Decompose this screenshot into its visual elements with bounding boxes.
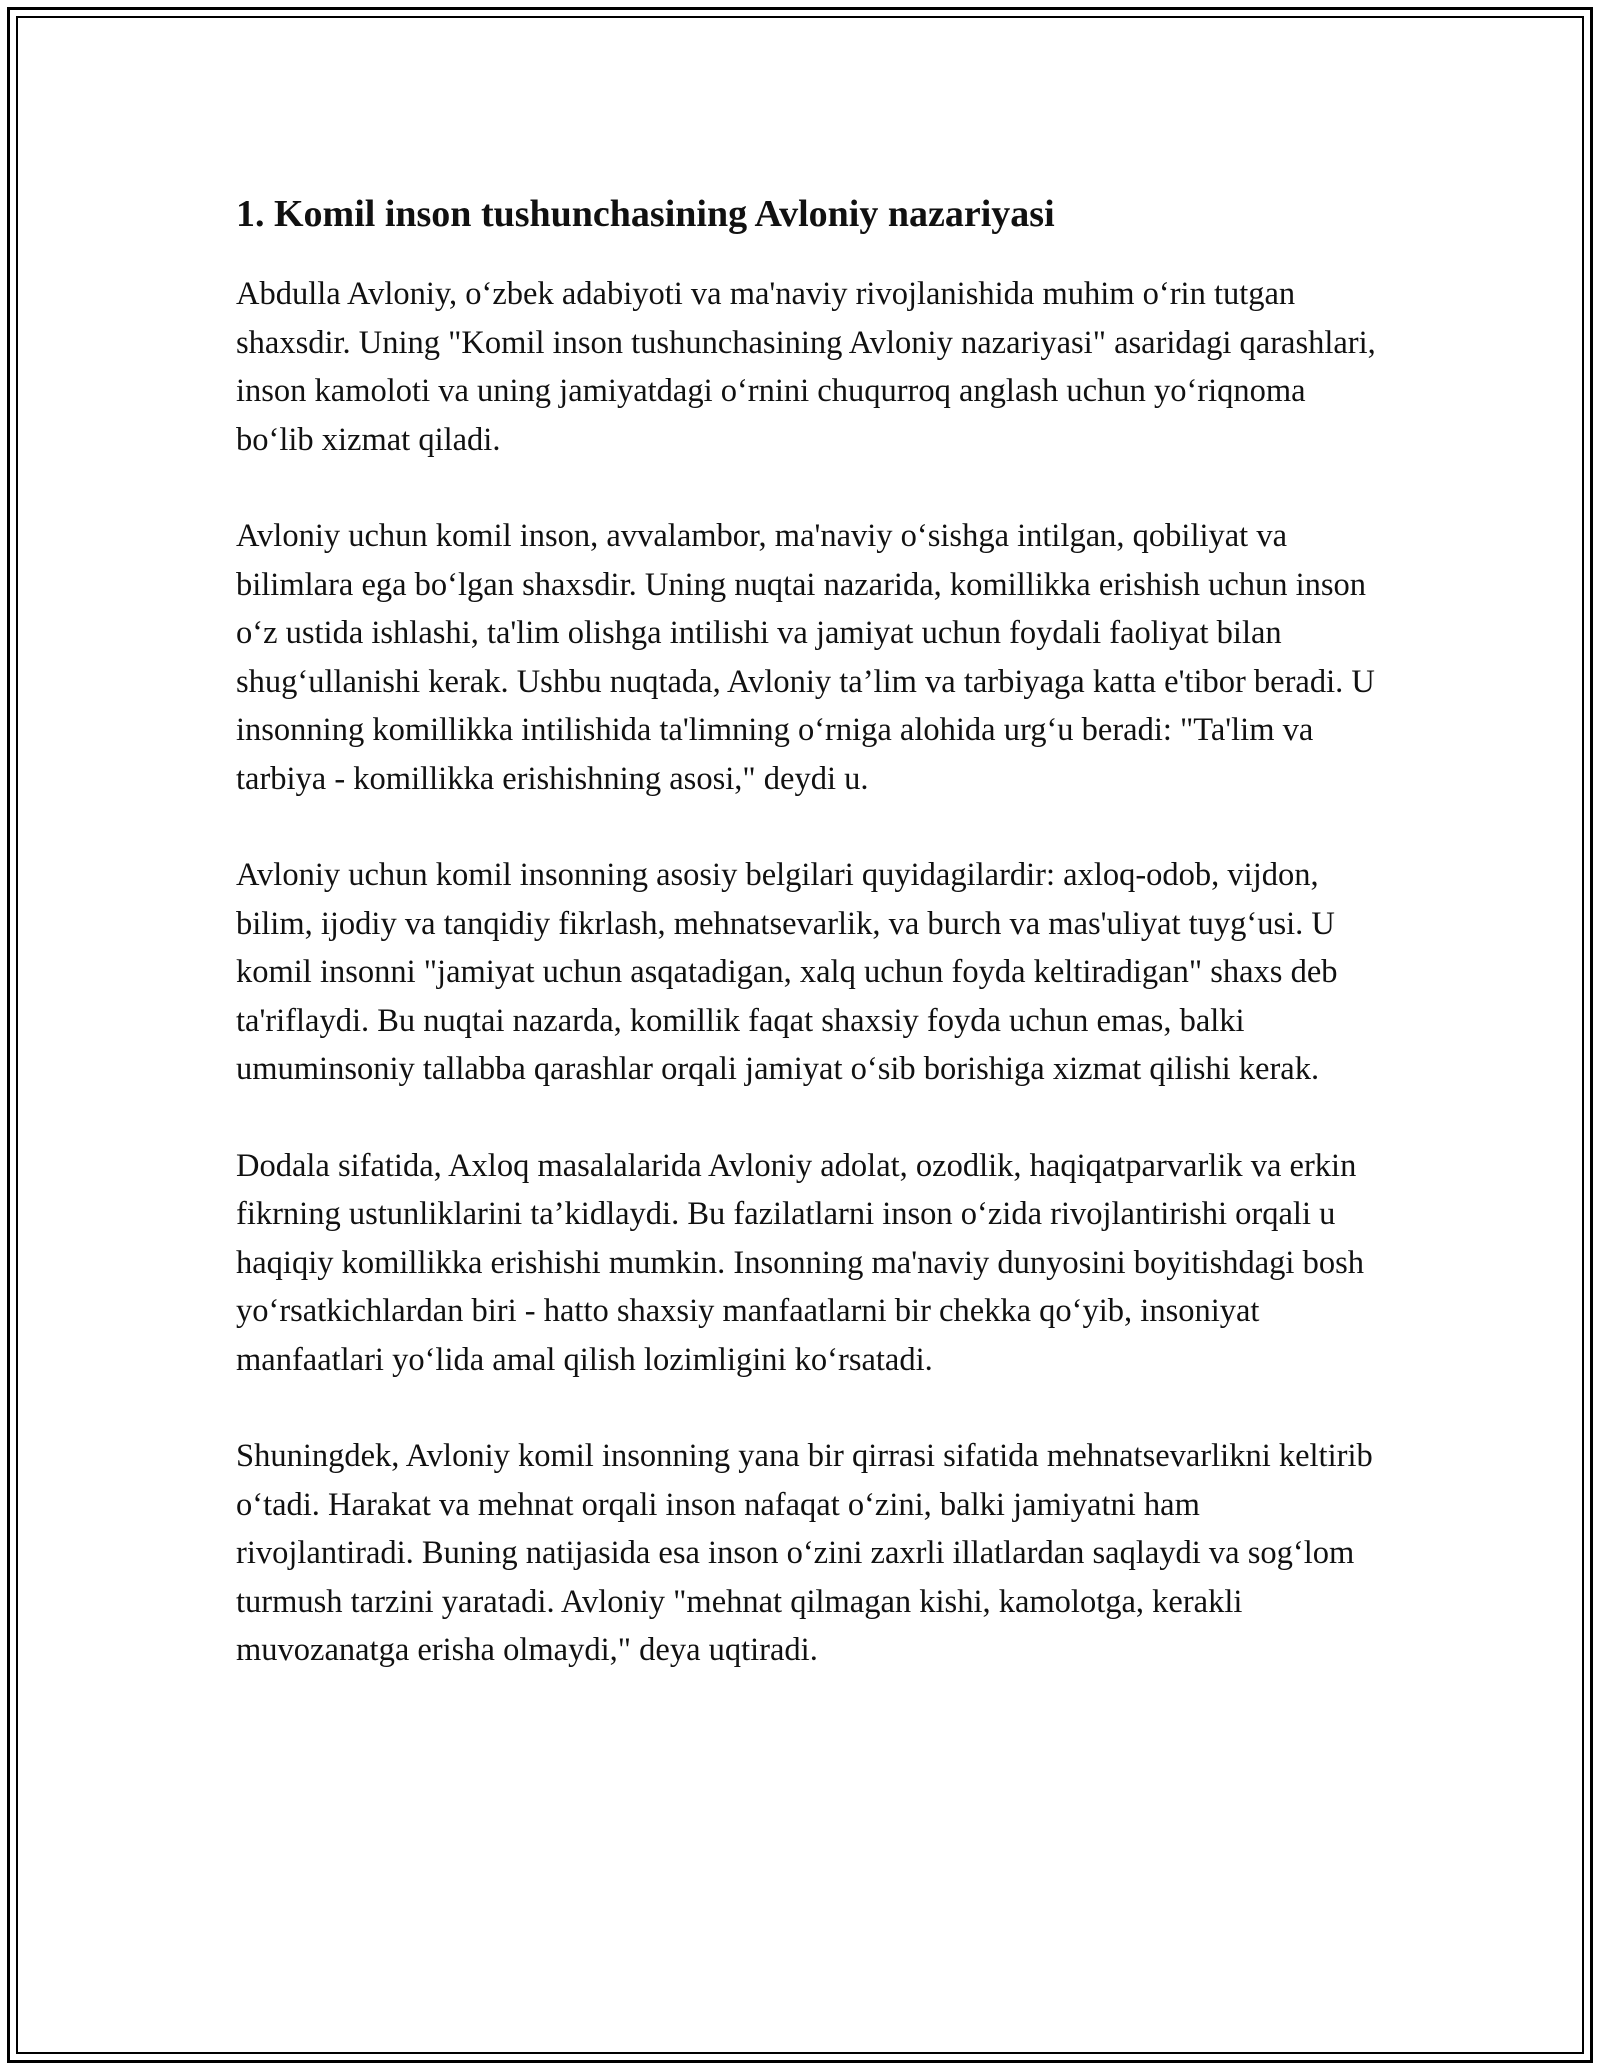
section-heading: 1. Komil inson tushunchasining Avloniy nazariyasi bbox=[236, 193, 1055, 235]
paragraph-3: Avloniy uchun komil insonning asosiy belgilari quyidagilardir: axloq-odob, vijdon, bilim, ijodiy va tanqidiy fikrlash, mehnatsevarlik, va burch va mas'uliyat tuyg‘usi. U komil insonni "jamiyat uchun asqatadigan, xalq uchun foyda keltiradigan" shaxs deb ta'riflaydi. Bu nuqtai nazarda, komillik faqat shaxsiy foyda uchun emas, balki umuminsoniy tallabba qarashlar orqali jamiyat o‘sib borishiga xizmat qilishi kerak. bbox=[236, 857, 1338, 1087]
paragraph-2: Avloniy uchun komil inson, avvalambor, ma'naviy o‘sishga intilgan, qobiliyat va bilimlara ega bo‘lgan shaxsdir. Uning nuqtai nazarida, komillikka erishish uchun inson o‘z ustida ishlashi, ta'lim olishga intilishi va jamiyat uchun foydali faoliyat bilan shug‘ullanishi kerak. Ushbu nuqtada, Avloniy ta’lim va tarbiyaga katta e'tibor beradi. U insonning komillikka intilishida ta'limning o‘rniga alohida urg‘u beradi: "Ta'lim va tarbiya - komillikka erishishning asosi," deydi u. bbox=[236, 518, 1375, 797]
paragraph-4: Dodala sifatida, Axloq masalalarida Avloniy adolat, ozodlik, haqiqatparvarlik va erkin fikrning ustunliklarini ta’kidlaydi. Bu fazilatlarni inson o‘zida rivojlantirishi orqali u haqiqiy komillikka erishishi mumkin. Insonning ma'naviy dunyosini boyitishdagi bosh yo‘rsatkichlardan biri - hatto shaxsiy manfaatlarni bir chekka qo‘yib, insoniyat manfaatlari yo‘lida amal qilish lozimligini ko‘rsatadi. bbox=[236, 1147, 1364, 1378]
document-body bbox=[236, 184, 1378, 1723]
paragraph-1: Abdulla Avloniy, o‘zbek adabiyoti va ma'naviy rivojlanishida muhim o‘rin tutgan shaxsdir. Uning "Komil inson tushunchasining Avloniy nazariyasi" asaridagi qarashlari, inson kamoloti va uning jamiyatdagi o‘rnini chuqurroq anglash uchun yo‘riqnoma bo‘lib xizmat qiladi. bbox=[236, 276, 1376, 458]
paragraph-5: Shuningdek, Avloniy komil insonning yana bir qirrasi sifatida mehnatsevarlikni keltirib o‘tadi. Harakat va mehnat orqali inson nafaqat o‘zini, balki jamiyatni ham rivojlantiradi. Buning natijasida esa inson o‘zini zaxrli illatlardan saqlaydi va sog‘lom turmush tarzini yaratadi. Avloniy "mehnat qilmagan kishi, kamolotga, kerakli muvozanatga erisha olmaydi," deya uqtiradi. bbox=[236, 1438, 1373, 1668]
